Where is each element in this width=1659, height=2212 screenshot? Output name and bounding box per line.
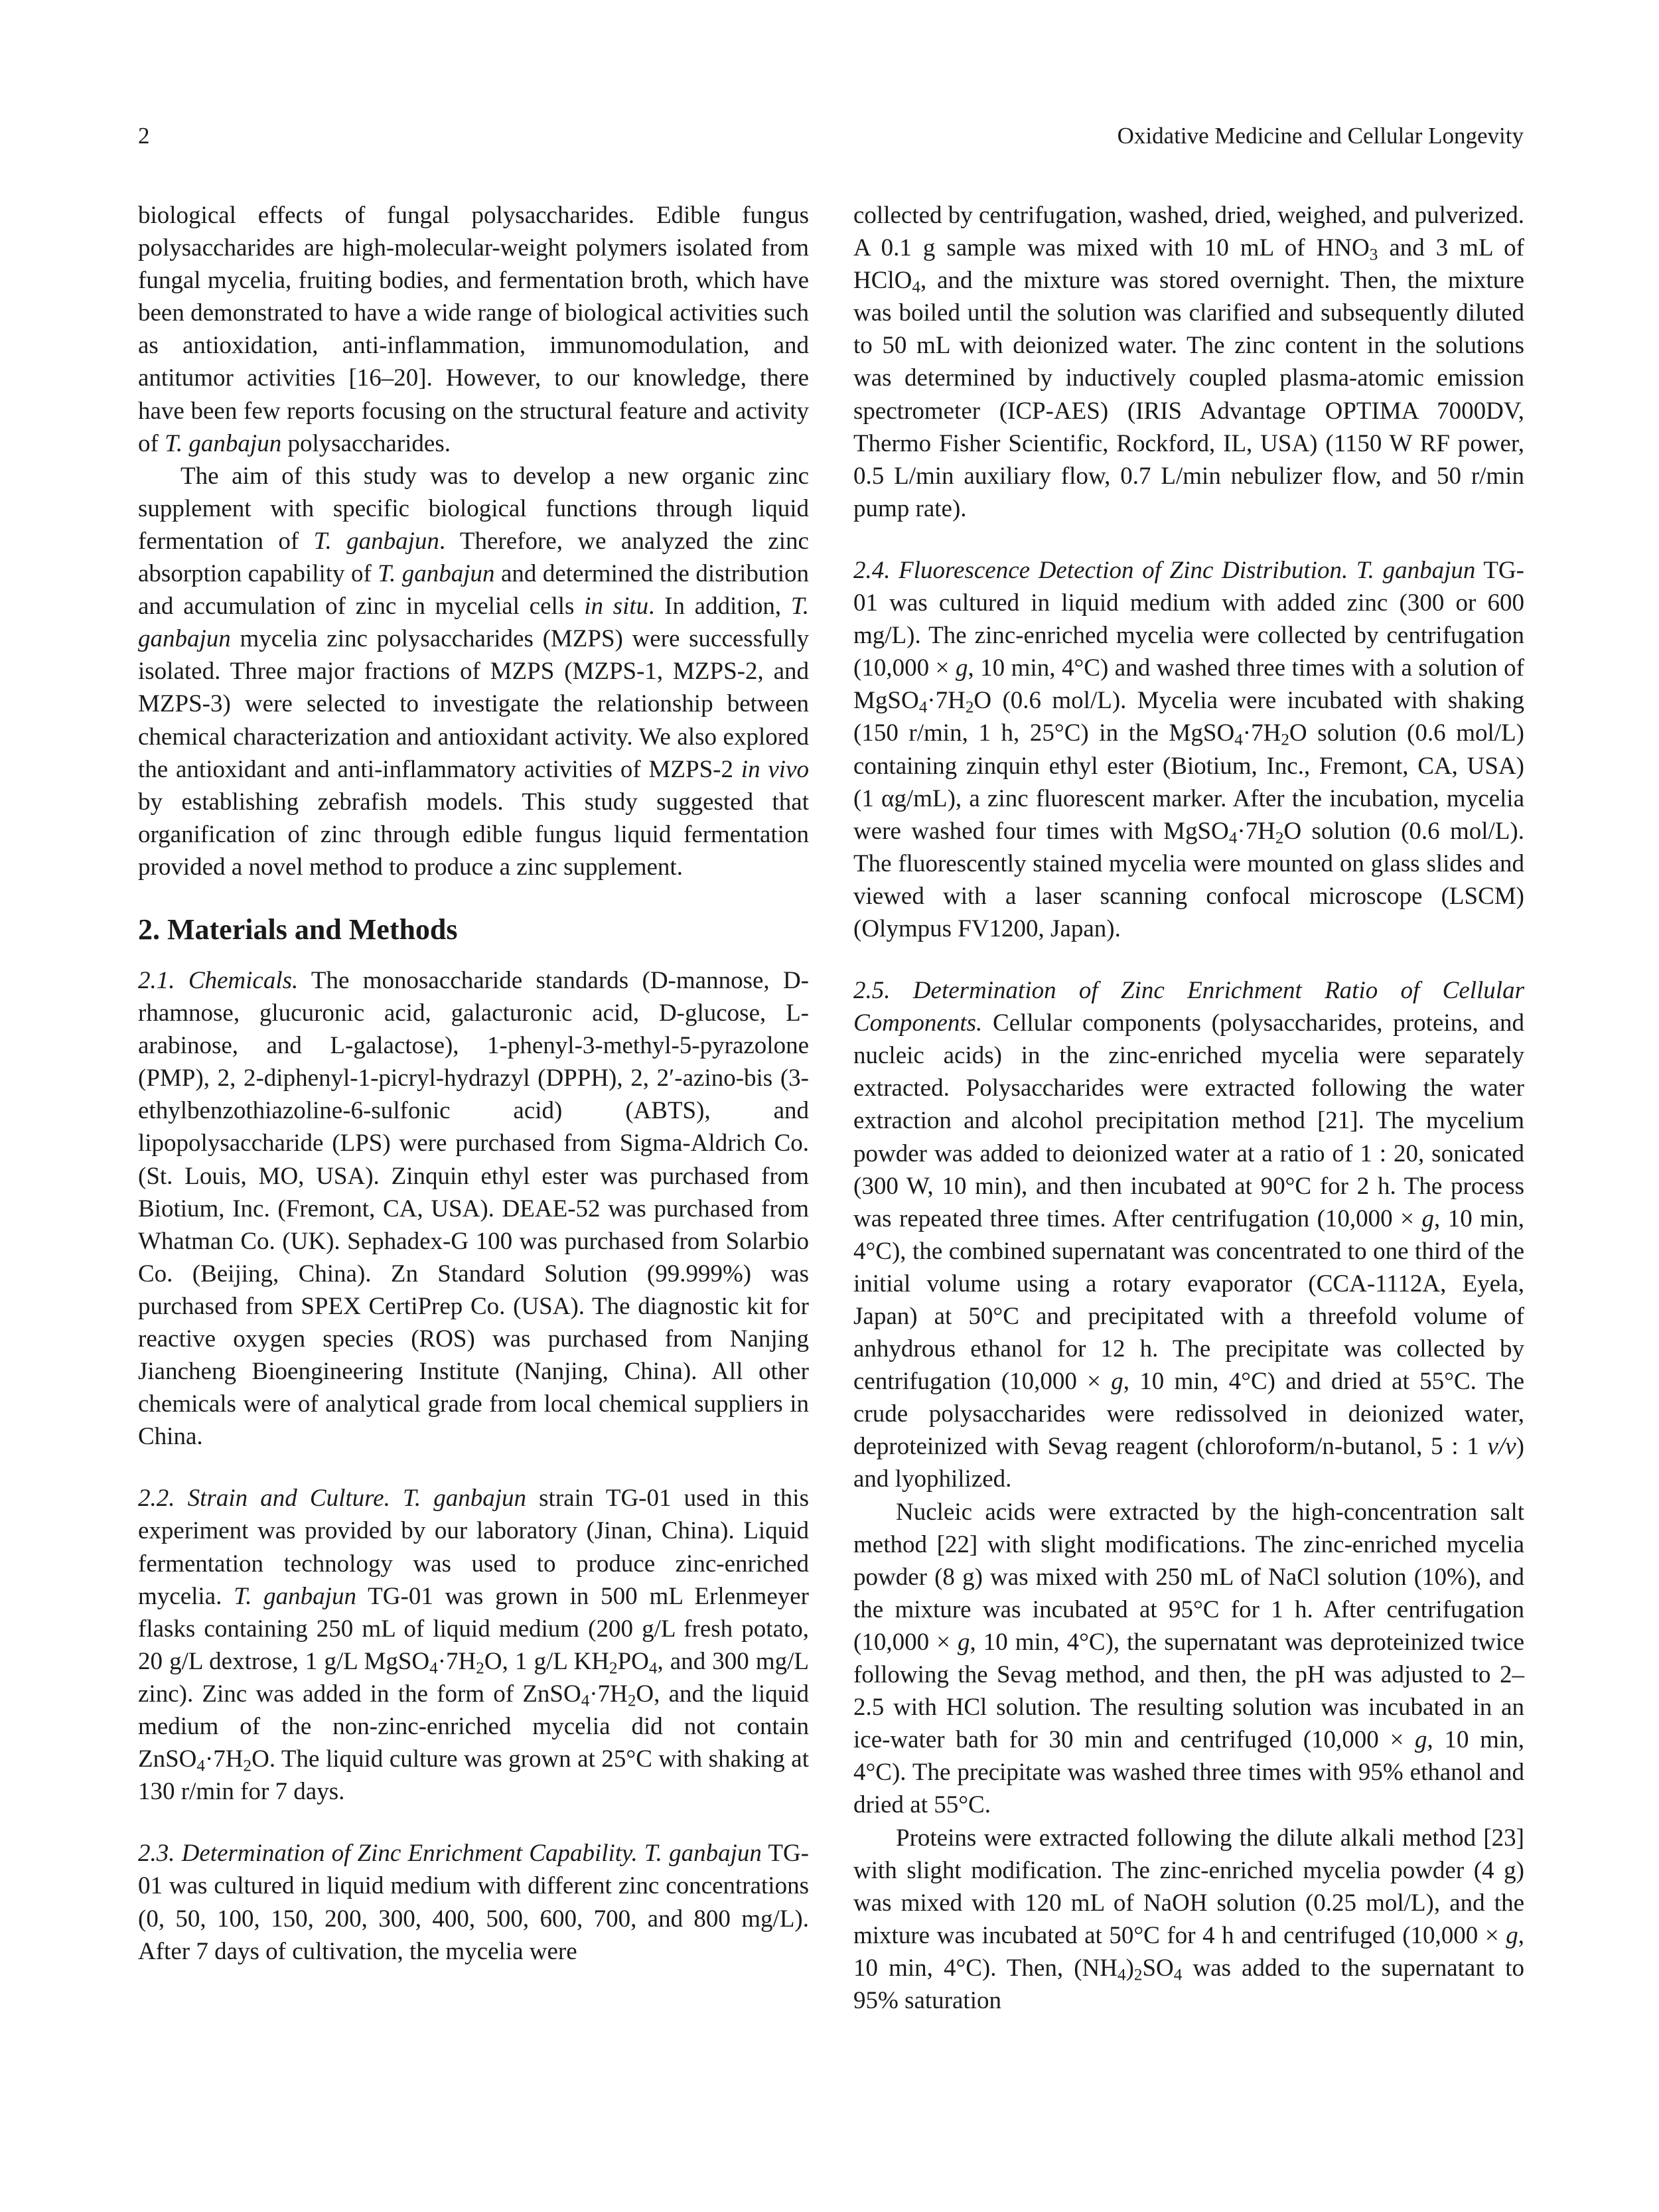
subsection-2-4: 2.4. Fluorescence Detection of Zinc Distribution. T. ganbajun TG-01 was cultured in liquid medium with added zinc (300 or 600 mg/L). The zinc-enriched mycelia were collected by centrifugation (10,000 × g, 10 min, 4°C) and washed three times with a solution of $MgSO_4\cdot 7H_2O$ (0.6 mol/L). Mycelia were incubated with shaking (150 r/min, 1 h, 25°C) in the $MgSO_4\cdot 7H_2O$ solution (0.6 mol/L) containing zinquin ethyl ester (Biotium, Inc., Fremont, CA, USA) (1 αg/mL), a zinc fluorescent marker. After the incubation, mycelia were washed four times with $MgSO_4\cdot 7H_2O$ solution (0.6 mol/L). The fluorescently stained mycelia were mounted on glass slides and viewed with a laser scanning confocal microscope (LSCM) (Olympus FV1200, Japan). xyxy=(853,556,1524,942)
subsection-title: 2.2. Strain and Culture. xyxy=(138,1485,390,1512)
subsection-2-3-start: 2.3. Determination of Zinc Enrichment Capability. T. ganbajun TG-01 was cultured in liquid medium with different zinc concentrations (0, 50, 100, 150, 200, 300, 400, 500, 600, 700, and 800 mg/L). After 7 days of cultivation, the mycelia were xyxy=(138,1840,809,1965)
subsection-title: 2.4. Fluorescence Detection of Zinc Distribution. T. ganbajun xyxy=(853,556,1476,584)
section-heading: 2. Materials and Methods xyxy=(138,913,458,946)
intro-paragraph-1: biological effects of fungal polysaccharides. Edible fungus polysaccharides are high-molecular-weight polymers isolated from fungal mycelia, fruiting bodies, and fermentation broth, which have been demonstrated to have a wide range of biological activities such as antioxidation, anti-inflammation, immunomodulation, and antitumor activities [16–20]. However, to our knowledge, there have been few reports focusing on the structural feature and activity of T. ganbajun polysaccharides. xyxy=(138,202,809,457)
intro-paragraph-2: The aim of this study was to develop a new organic zinc supplement with specific biological functions through liquid fermentation of T. ganbajun. Therefore, we analyzed the zinc absorption capability of T. ganbajun and determined the distribution and accumulation of zinc in mycelial cells in situ. In addition, T. ganbajun mycelia zinc polysaccharides (MZPS) were successfully isolated. Three major fractions of MZPS (MZPS-1, MZPS-2, and MZPS-3) were selected to investigate the relationship between chemical characterization and antioxidant activity. We also explored the antioxidant and anti-inflammatory activities of MZPS-2 in vivo by establishing zebrafish models. This study suggested that organification of zinc through edible fungus liquid fermentation provided a novel method to produce a zinc supplement. xyxy=(138,462,810,881)
subsection-2-3-continued: collected by centrifugation, washed, dried, weighed, and pulverized. A 0.1 g sample was mixed with 10 mL of $HNO_3$ and 3 mL of HClO$_4$, and the mixture was stored overnight. Then, the mixture was boiled until the solution was clarified and subsequently diluted to 50 mL with deionized water. The zinc content in the solutions was determined by inductively coupled plasma-atomic emission spectrometer (ICP-AES) (IRIS Advantage OPTIMA 7000DV, Thermo Fisher Scientific, Rockford, IL, USA) (1150 W RF power, 0.5 L/min auxiliary flow, 0.7 L/min nebulizer flow, and 50 r/min pump rate). xyxy=(853,202,1524,522)
subsection-title: 2.5. Determination of Zinc Enrichment Ratio of Cellular Components. xyxy=(853,977,1524,1037)
subsection-2-5: 2.5. Determination of Zinc Enrichment Ratio of Cellular Components. Cellular components (polysaccharides, proteins, and nucleic acids) in the zinc-enriched mycelia were separately extracted. Polysaccharides were extracted following the water extraction and alcohol precipitation method [21]. The mycelium powder was added to deionized water at a ratio of 1 : 20, sonicated (300 W, 10 min), and then incubated at 90°C for 2 h. The process was repeated three times. After centrifugation (10,000 × g, 10 min, 4°C), the combined supernatant was concentrated to one third of the initial volume using a rotary evaporator (CCA-1112A, Eyela, Japan) at 50°C and precipitated with a threefold volume of anhydrous ethanol for 12 h. The precipitate was collected by centrifugation (10,000 × g, 10 min, 4°C) and dried at 55°C. The crude polysaccharides were redissolved in deionized water, deproteinized with Sevag reagent (chloroform/n-butanol, 5 : 1 v/v) and lyophilized. xyxy=(853,977,1525,1493)
subsection-title: 2.3. Determination of Zinc Enrichment Capability. T. ganbajun xyxy=(138,1840,762,1868)
subsection-2-2: 2.2. Strain and Culture. T. ganbajun strain TG-01 used in this experiment was provided by our laboratory (Jinan, China). Liquid fermentation technology was used to produce zinc-enriched mycelia. T. ganbajun TG-01 was grown in 500 mL Erlenmeyer flasks containing 250 mL of liquid medium (200 g/L fresh potato, 20 g/L dextrose, 1 g/L $MgSO_4\cdot 7H_2O$, 1 g/L $KH_2PO_4$, and 300 mg/L zinc). Zinc was added in the form of $ZnSO_4\cdot 7H_2O$, and the liquid medium of the non-zinc-enriched mycelia did not contain $ZnSO_4\cdot 7H_2O$. The liquid culture was grown at 25°C with shaking at 130 r/min for 7 days. xyxy=(138,1485,809,1806)
journal-name: Oxidative Medicine and Cellular Longevity xyxy=(1117,123,1524,149)
subsection-title: 2.1. Chemicals. xyxy=(138,966,299,994)
page-number: 2 xyxy=(138,123,150,149)
right-column xyxy=(853,199,1524,2017)
proteins-paragraph: Proteins were extracted following the dilute alkali method [23] with slight modification. The zinc-enriched mycelia powder (4 g) was mixed with 120 mL of NaOH solution (0.25 mol/L), and the mixture was incubated at 50°C for 4 h and centrifuged (10,000 × g, 10 min, 4°C). Then, $(NH_4)_2SO_4$ was added to the supernatant to 95% saturation xyxy=(853,1824,1524,2014)
subsection-2-1: 2.1. Chemicals. The monosaccharide standards (D-mannose, D-rhamnose, glucuronic acid, galacturonic acid, D-glucose, L-arabinose, and L-galactose), 1-phenyl-3-methyl-5-pyrazolone (PMP), 2, 2-diphenyl-1-picryl-hydrazyl (DPPH), 2, 2′-azino-bis (3-ethylbenzothiazoline-6-sulfonic acid) (ABTS), and lipopolysaccharide (LPS) were purchased from Sigma-Aldrich Co. (St. Louis, MO, USA). Zinquin ethyl ester was purchased from Biotium, Inc. (Fremont, CA, USA). DEAE-52 was purchased from Whatman Co. (UK). Sephadex-G 100 was purchased from Solarbio Co. (Beijing, China). Zn Standard Solution (99.999%) was purchased from SPEX CertiPrep Co. (USA). The diagnostic kit for reactive oxygen species (ROS) was purchased from Nanjing Jiancheng Bioengineering Institute (Nanjing, China). All other chemicals were of analytical grade from local chemical suppliers in China. xyxy=(138,966,809,1451)
nucleic-acids-paragraph: Nucleic acids were extracted by the high-concentration salt method [22] with slight modifications. The zinc-enriched mycelia powder (8 g) was mixed with 250 mL of NaCl solution (10%), and the mixture was incubated at 95°C for 1 h. After centrifugation (10,000 × g, 10 min, 4°C), the supernatant was deproteinized twice following the Sevag method, and then, the pH was adjusted to 2–2.5 with HCl solution. The resulting solution was incubated in an ice-water bath for 30 min and centrifuged (10,000 × g, 10 min, 4°C). The precipitate was washed three times with 95% ethanol and dried at 55°C. xyxy=(853,1498,1524,1819)
left-column xyxy=(138,199,809,1968)
running-header xyxy=(138,119,1524,153)
